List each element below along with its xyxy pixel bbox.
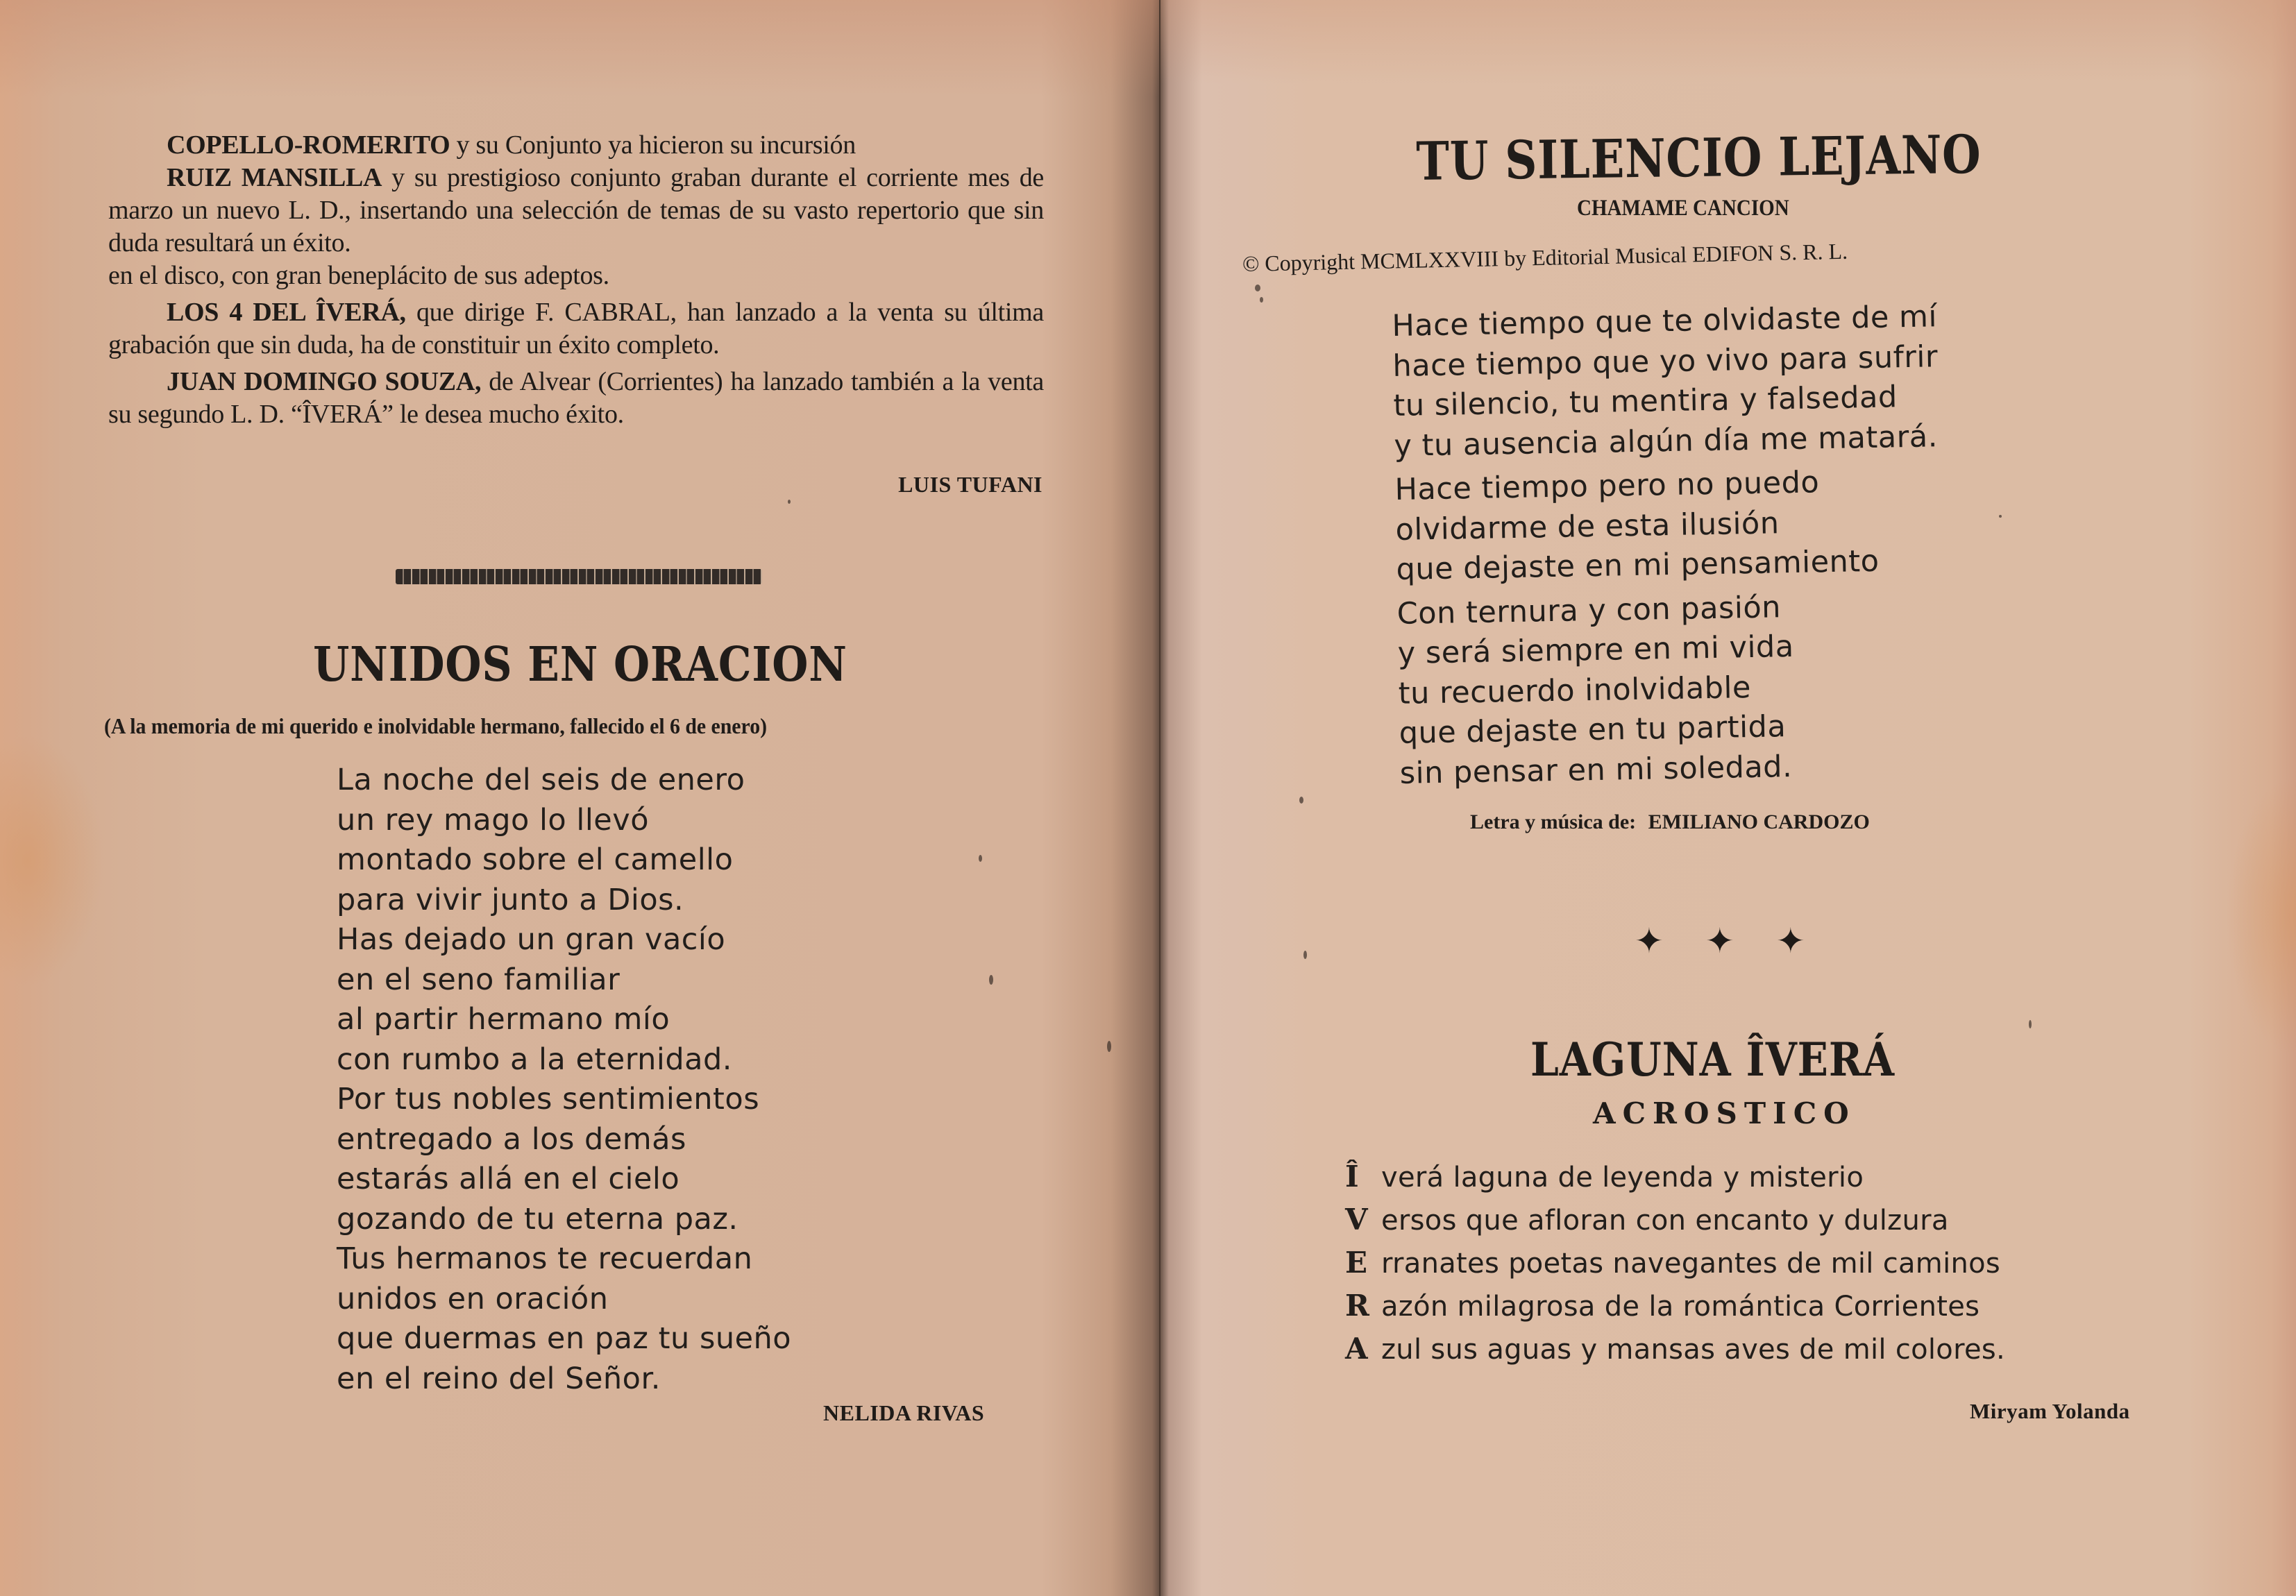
lyric-line: tu recuerdo inolvidable <box>1398 670 1752 711</box>
ornamental-divider <box>396 569 762 584</box>
news-paragraph <box>108 162 1044 260</box>
poem-line: que duermas en paz tu sueño <box>337 1321 792 1356</box>
news-text: en el disco, con gran beneplácito de sus adeptos. <box>108 261 609 290</box>
news-text: y su Conjunto ya hicieron su incursión <box>450 130 856 160</box>
acrostic-initial: R <box>1345 1289 1369 1323</box>
acrostic-text: azón milagrosa de la romántica Corrientes <box>1381 1291 1980 1323</box>
acrostic-text: zul sus aguas y mansas aves de mil colores. <box>1381 1334 2006 1366</box>
poem-line: entregado a los demás <box>337 1121 686 1157</box>
acrostic-title: LAGUNA ÎVERÁ <box>1530 1033 1895 1087</box>
poem-line: Tus hermanos te recuerdan <box>337 1241 753 1276</box>
acrostic-line <box>1345 1155 2005 1198</box>
acrostic-initial: Î <box>1345 1160 1359 1194</box>
paper-speck <box>1255 285 1260 291</box>
acrostic-text: verá laguna de leyenda y misterio <box>1381 1162 1864 1194</box>
poem-line: al partir hermano mío <box>337 1002 670 1037</box>
record-news-column <box>108 129 1044 431</box>
poem-line: Por tus nobles sentimientos <box>337 1082 760 1117</box>
news-paragraph <box>108 366 1044 431</box>
news-paragraph <box>108 260 1044 292</box>
paper-speck <box>1303 951 1307 959</box>
poem-line: unidos en oración <box>337 1281 609 1316</box>
star-icon: ✦ <box>1775 921 1805 961</box>
acrostic-line <box>1345 1241 2005 1284</box>
lyric-line: sin pensar en mi soledad. <box>1399 749 1793 791</box>
poem-line: La noche del seis de enero <box>337 763 745 797</box>
news-lead: LOS 4 DEL ÎVERÁ, <box>167 298 406 327</box>
news-text: de Alvear (Corrientes) ha lanzado también a la venta su segundo L. D. “ÎVERÁ” le desea mucho éxito. <box>108 367 1044 429</box>
acrostic-initial: E <box>1345 1246 1368 1280</box>
poem-line: Has dejado un gran vacío <box>337 922 726 957</box>
song-title: TU SILENCIO LEJANO <box>1416 123 1982 192</box>
paper-speck <box>788 500 791 504</box>
paper-speck <box>1107 1041 1111 1052</box>
news-signature: LUIS TUFANI <box>898 472 1043 497</box>
acrostic-text: rranates poetas navegantes de mil caminos <box>1381 1248 2001 1280</box>
poem-line: con rumbo a la eternidad. <box>337 1042 732 1077</box>
lyric-line: Con ternura y con pasión <box>1396 589 1782 631</box>
poem-line: en el seno familiar <box>337 962 621 997</box>
news-paragraph <box>108 129 1044 162</box>
acrostic-line <box>1345 1284 2005 1327</box>
lyric-line: Hace tiempo que te olvidaste de mí <box>1392 299 1938 343</box>
lyric-line: y tu ausencia algún día me matará. <box>1394 418 1939 464</box>
star-icon: ✦ <box>1635 921 1664 961</box>
song-lyrics <box>1392 297 1945 794</box>
acrostic-body <box>1345 1155 2005 1370</box>
credit-name: EMILIANO CARDOZO <box>1648 810 1870 833</box>
news-paragraph <box>108 296 1044 362</box>
poem-body <box>337 761 791 1399</box>
acrostic-line <box>1345 1327 2005 1370</box>
poem-line: para vivir junto a Dios. <box>337 882 684 917</box>
acrostic-text: ersos que afloran con encanto y dulzura <box>1381 1205 1949 1237</box>
lyric-line: hace tiempo que yo vivo para sufrir <box>1392 339 1939 384</box>
paper-speck <box>1260 297 1263 303</box>
paper-speck <box>1299 797 1303 804</box>
poem-author: NELIDA RIVAS <box>823 1400 985 1425</box>
star-ornament <box>1635 921 1805 961</box>
song-credit <box>1470 810 1870 834</box>
lyric-line: que dejaste en mi pensamiento <box>1396 543 1880 587</box>
poem-title: UNIDOS EN ORACION <box>313 637 847 693</box>
news-text: que dirige F. CABRAL, han lanzado a la venta su última grabación que sin duda, ha de constituir un éxito completo. <box>108 298 1044 359</box>
acrostic-initial: V <box>1345 1203 1368 1237</box>
paper-speck <box>2029 1020 2032 1028</box>
poem-line: gozando de tu eterna paz. <box>337 1201 738 1237</box>
credit-label: Letra y música de: <box>1470 810 1637 833</box>
poem-dedication: (A la memoria de mi querido e inolvidable hermano, fallecido el 6 de enero) <box>104 713 767 738</box>
news-lead: RUIZ MANSILLA <box>167 163 382 192</box>
song-genre: CHAMAME CANCION <box>1577 196 1789 221</box>
star-icon: ✦ <box>1705 921 1734 961</box>
acrostic-line <box>1345 1198 2005 1241</box>
paper-speck <box>979 855 982 862</box>
paper-speck <box>1999 515 2002 518</box>
lyric-line: que dejaste en tu partida <box>1399 709 1787 751</box>
paper-speck <box>989 975 993 985</box>
poem-line: montado sobre el camello <box>337 842 734 877</box>
news-lead: JUAN DOMINGO SOUZA, <box>167 367 482 396</box>
copyright-notice: © Copyright MCMLXXVIII by Editorial Musical EDIFON S. R. L. <box>1242 238 1848 276</box>
acrostic-initial: A <box>1345 1332 1368 1366</box>
poem-line: estarás allá en el cielo <box>337 1162 680 1196</box>
lyric-line: Hace tiempo pero no puedo <box>1394 465 1820 507</box>
lyric-line: olvidarme de esta ilusión <box>1395 505 1780 547</box>
lyric-line: tu silencio, tu mentira y falsedad <box>1393 380 1898 423</box>
poem-line: en el reino del Señor. <box>337 1361 661 1396</box>
acrostic-author: Miryam Yolanda <box>1970 1399 2130 1423</box>
news-text: y su prestigioso conjunto graban durante el corriente mes de marzo un nuevo L. D., insertando una selección de temas de su vasto repertorio que sin duda resultará un éxito. <box>108 163 1044 257</box>
acrostic-subtitle: ACROSTICO <box>1593 1096 1856 1130</box>
lyric-line: y será siempre en mi vida <box>1397 629 1795 671</box>
news-lead: COPELLO-ROMERITO <box>167 130 450 160</box>
poem-line: un rey mago lo llevó <box>337 802 650 838</box>
